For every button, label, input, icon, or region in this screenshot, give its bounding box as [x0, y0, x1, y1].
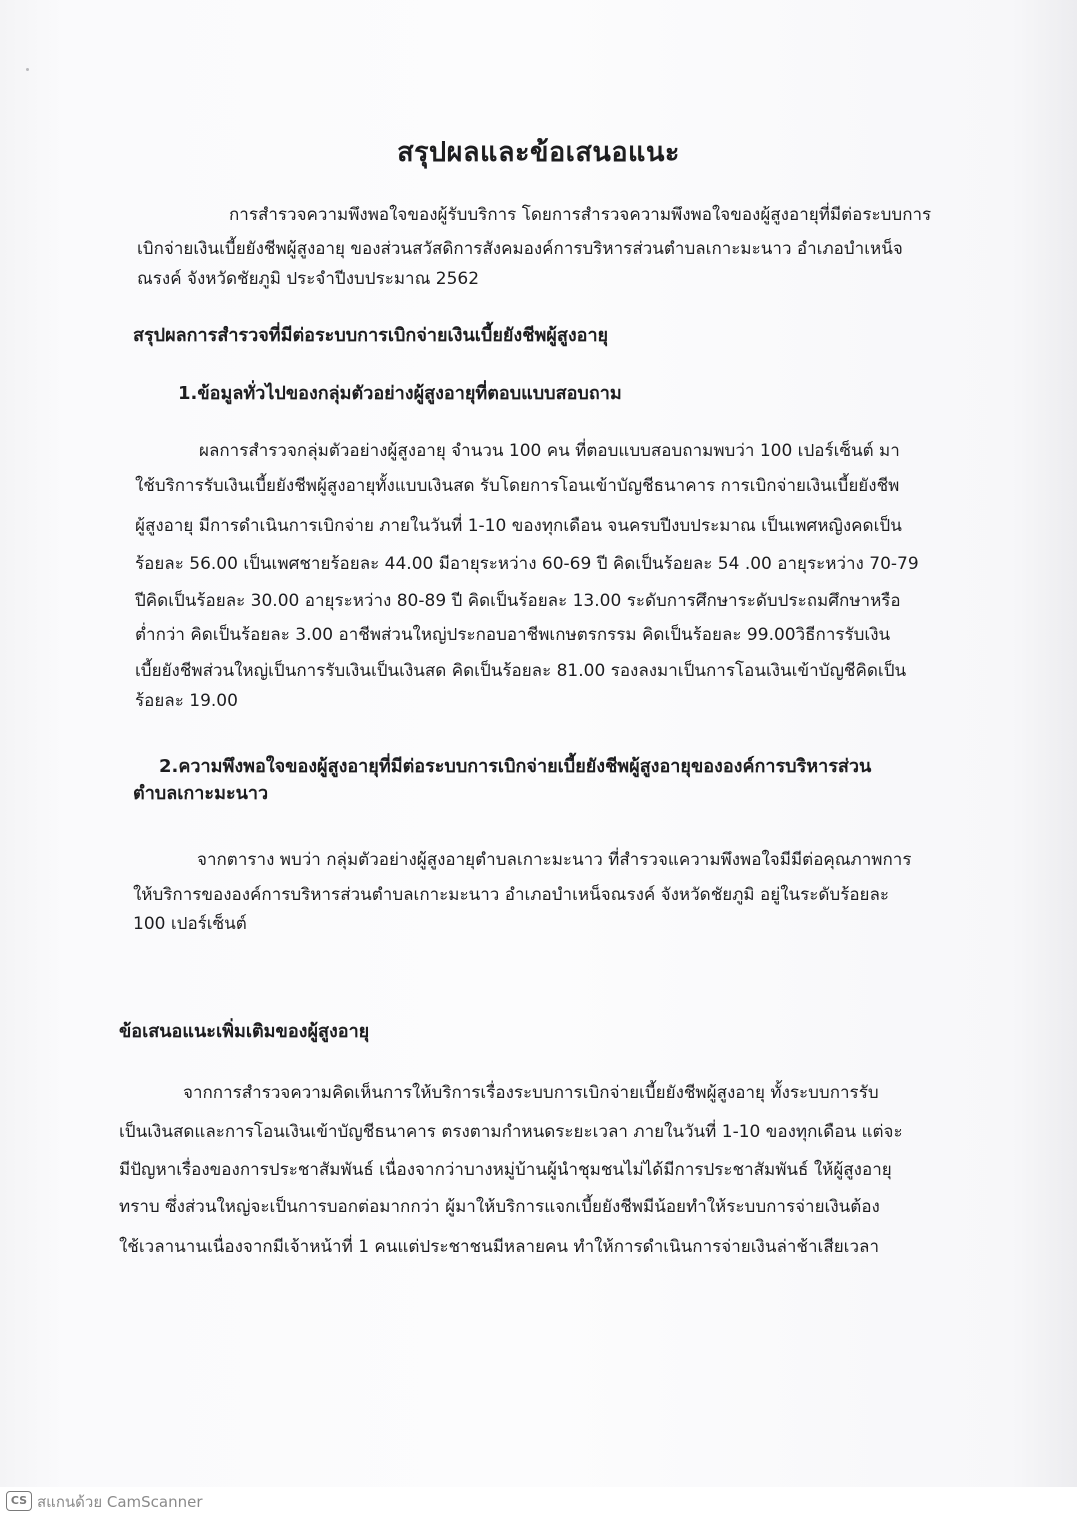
section1-line-5: ปีคิดเป็นร้อยละ 30.00 อายุระหว่าง 80-89 ปี คิดเป็นร้อยละ 13.00 ระดับการศึกษาระดับประถมศึกษาหรือ [135, 591, 901, 611]
section1-line-8: ร้อยละ 19.00 [135, 691, 238, 711]
section2-line-2: ให้บริการขององค์การบริหารส่วนตำบลเกาะมะนาว อำเภอบำเหน็จณรงค์ จังหวัดชัยภูมิ อยู่ในระดับร้อยละ [133, 885, 890, 905]
suggestions-line-5: ใช้เวลานานเนื่องจากมีเจ้าหน้าที่ 1 คนแต่ประชาชนมีหลายคน ทำให้การดำเนินการจ่ายเงินล่าช้าเสียเวลา [119, 1237, 879, 1257]
suggestions-line-2: เป็นเงินสดและการโอนเงินเข้าบัญชีธนาคาร ตรงตามกำหนดระยะเวลา ภายในวันที่ 1-10 ของทุกเดือน แต่จะ [119, 1122, 903, 1142]
section1-line-3: ผู้สูงอายุ มีการดำเนินการเบิกจ่าย ภายในวันที่ 1-10 ของทุกเดือน จนครบปีงบประมาณ เป็นเพศหญิงคดเป็น [135, 516, 902, 536]
suggestions-line-3: มีปัญหาเรื่องของการประชาสัมพันธ์ เนื่องจากว่าบางหมู่บ้านผู้นำชุมชนไม่ได้มีการประชาสัมพันธ์ ให้ผู้สูงอายุ [119, 1160, 892, 1180]
section2-heading-line-1: 2.ความพึงพอใจของผู้สูงอายุที่มีต่อระบบการเบิกจ่ายเบี้ยยังชีพผู้สูงอายุขององค์การบริหารส่วน [159, 756, 872, 777]
summary-heading: สรุปผลการสำรวจที่มีต่อระบบการเบิกจ่ายเงินเบี้ยยังชีพผู้สูงอายุ [133, 325, 609, 346]
page-title: สรุปผลและข้อเสนอแนะ [397, 137, 680, 168]
suggestions-line-1: จากการสำรวจความคิดเห็นการให้บริการเรื่องระบบการเบิกจ่ายเบี้ยยังชีพผู้สูงอายุ ทั้งระบบการรับ [183, 1083, 879, 1103]
intro-line-2: เบิกจ่ายเงินเบี้ยยังชีพผู้สูงอายุ ของส่วนสวัสดิการสังคมองค์การบริหารส่วนตำบลเกาะมะนาว อำเภอบำเหน็จ [137, 239, 903, 259]
suggestions-heading: ข้อเสนอแนะเพิ่มเติมของผู้สูงอายุ [119, 1021, 370, 1042]
section2-heading-line-2: ตำบลเกาะมะนาว [133, 783, 269, 804]
section2-line-3: 100 เปอร์เซ็นต์ [133, 914, 247, 934]
camscanner-logo-icon: CS [6, 1491, 32, 1511]
section1-line-4: ร้อยละ 56.00 เป็นเพศชายร้อยละ 44.00 มีอายุระหว่าง 60-69 ปี คิดเป็นร้อยละ 54 .00 อายุระหว่าง 70-79 [135, 554, 919, 574]
section1-line-6: ต่ำกว่า คิดเป็นร้อยละ 3.00 อาชีพส่วนใหญ่ประกอบอาชีพเกษตรกรรม คิดเป็นร้อยละ 99.00วิธีการรับเงิน [135, 625, 891, 645]
section1-line-2: ใช้บริการรับเงินเบี้ยยังชีพผู้สูงอายุทั้งแบบเงินสด รับโดยการโอนเข้าบัญชีธนาคาร การเบิกจ่ายเงินเบี้ยยังชีพ [135, 476, 900, 496]
suggestions-line-4: ทราบ ซึ่งส่วนใหญ่จะเป็นการบอกต่อมากกว่า ผู้มาให้บริการแจกเบี้ยยังชีพมีน้อยทำให้ระบบการจ่ายเงินต้อง [119, 1197, 880, 1217]
intro-line-3: ณรงค์ จังหวัดชัยภูมิ ประจำปีงบประมาณ 2562 [137, 269, 480, 289]
section2-line-1: จากตาราง พบว่า กลุ่มตัวอย่างผู้สูงอายุตำบลเกาะมะนาว ที่สำรวจแความพึงพอใจมีมีต่อคุณภาพการ [197, 850, 912, 870]
camscanner-watermark: สแกนด้วย CamScanner [37, 1493, 203, 1511]
section1-line-7: เบี้ยยังชีพส่วนใหญ่เป็นการรับเงินเป็นเงินสด คิดเป็นร้อยละ 81.00 รองลงมาเป็นการโอนเงินเข้าบัญชีคิดเป็น [135, 661, 907, 681]
scan-speck [26, 68, 29, 71]
intro-line-1: การสำรวจความพึงพอใจของผู้รับบริการ โดยการสำรวจความพึงพอใจของผู้สูงอายุที่มีต่อระบบการ [229, 205, 932, 225]
section1-heading: 1.ข้อมูลทั่วไปของกลุ่มตัวอย่างผู้สูงอายุที่ตอบแบบสอบถาม [178, 383, 622, 404]
section1-line-1: ผลการสำรวจกลุ่มตัวอย่างผู้สูงอายุ จำนวน 100 คน ที่ตอบแบบสอบถามพบว่า 100 เปอร์เซ็นต์ มา [199, 441, 900, 461]
